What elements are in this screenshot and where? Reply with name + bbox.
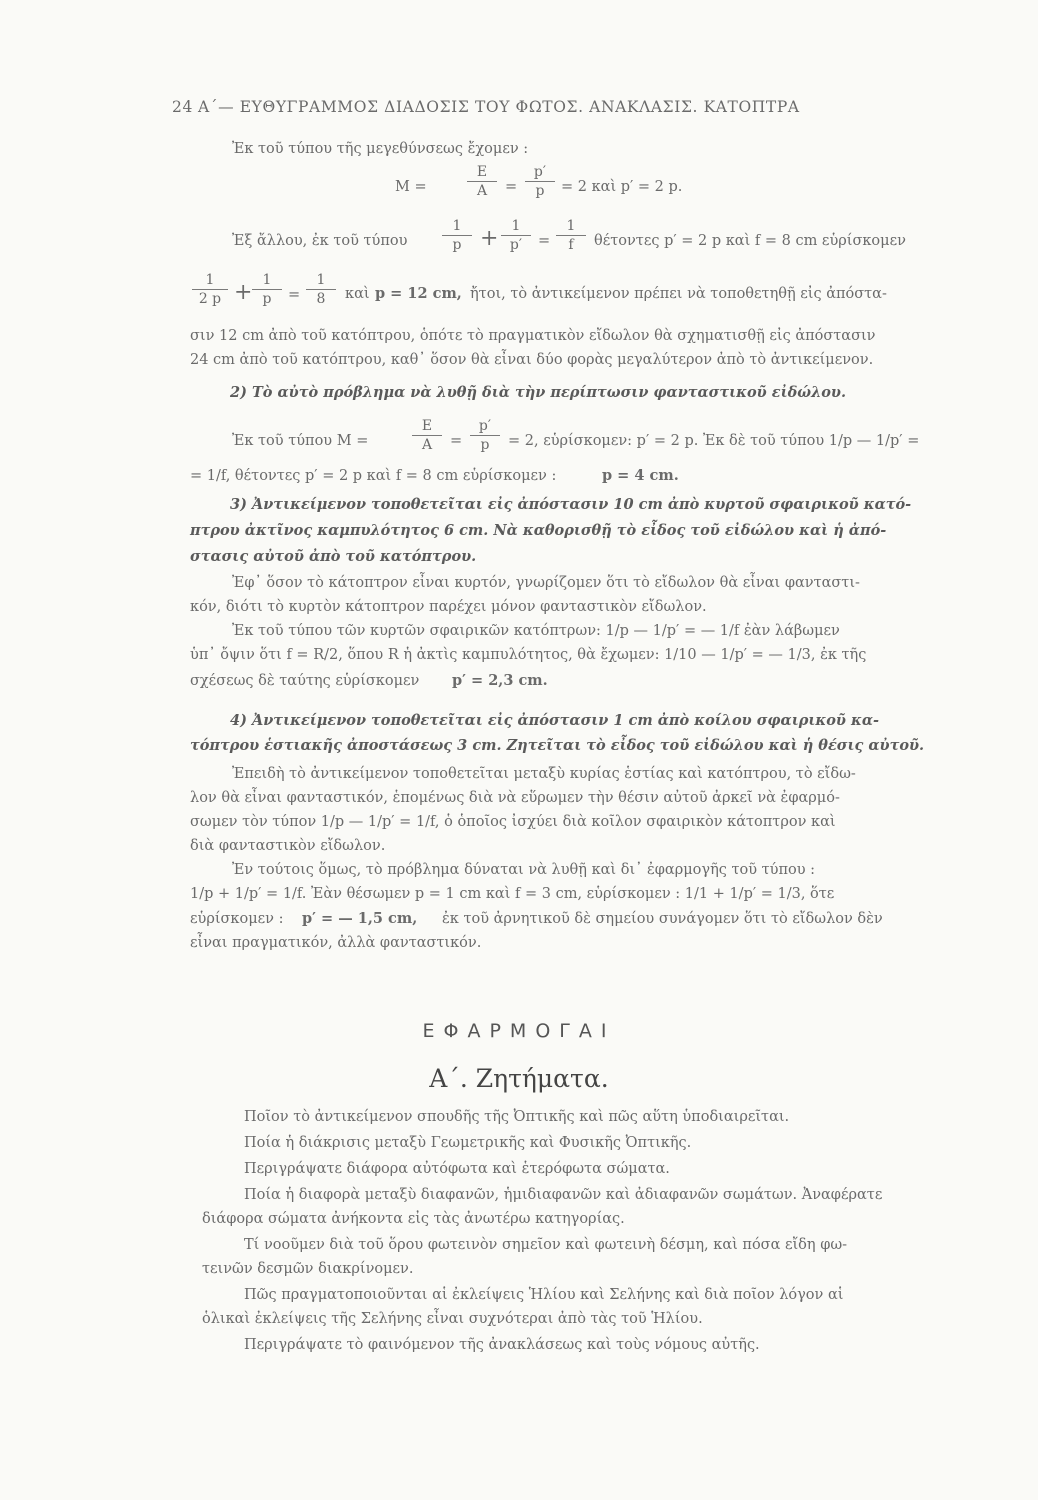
numerator: Ε <box>412 418 442 436</box>
numerator: 1 <box>306 272 336 290</box>
denominator: Α <box>476 183 488 199</box>
problem-heading: 4) Ἀντικείμενον τοποθετεῖται εἰς ἀπόστασιν 1 cm ἀπὸ κοίλου σφαιρικοῦ κα- <box>230 712 880 729</box>
equals-sign: = <box>505 179 518 195</box>
list-item: τεινῶν δεσμῶν διακρίνομεν. <box>202 1261 414 1277</box>
text-line: κόν, διότι τὸ κυρτὸν κάτοπτρον παρέχει μόνον φανταστικὸν εἴδωλον. <box>190 599 707 615</box>
running-title: Α΄— ΕΥΘΥΓΡΑΜΜΟΣ ΔΙΑΔΟΣΙΣ ΤΟΥ ΦΩΤΟΣ. ΑΝΑΚΛΑΣΙΣ. ΚΑΤΟΠΤΡΑ <box>198 98 800 116</box>
equals-sign: = <box>538 233 551 249</box>
text-line: Ἐφ᾽ ὅσον τὸ κάτοπτρον εἶναι κυρτόν, γνωρίζομεν ὅτι τὸ εἴδωλον θὰ εἶναι φανταστι- <box>232 575 860 591</box>
text-line: 1/p + 1/p′ = 1/f. Ἐὰν θέσωμεν p = 1 cm καὶ f = 3 cm, εὑρίσκομεν : 1/1 + 1/p′ = 1/3, ὅτε <box>190 886 835 902</box>
list-item: διάφορα σώματα ἀνήκοντα εἰς τὰς ἀνωτέρω κατηγορίας. <box>202 1211 625 1227</box>
section-subtitle: Α΄. Ζητήματα. <box>429 1064 609 1093</box>
text-line: ὑπ᾽ ὄψιν ὅτι f = R/2, ὅπου R ἡ ἀκτὶς καμπυλότητος, θὰ ἔχωμεν: 1/10 — 1/p′ = — 1/3, ἐκ τῆς <box>190 647 867 663</box>
list-item: Πῶς πραγματοποιοῦνται αἱ ἐκλείψεις Ἡλίου καὶ Σελήνης καὶ διὰ ποῖον λόγον αἱ <box>244 1287 844 1303</box>
result-value: p′ = 2,3 cm. <box>452 672 548 689</box>
result-value: p = 4 cm. <box>602 467 679 484</box>
section-title: ΕΦΑΡΜΟΓΑΙ <box>422 1020 616 1042</box>
text-line: εἶναι πραγματικόν, ἀλλὰ φανταστικόν. <box>190 935 482 951</box>
problem-heading: 2) Τὸ αὐτὸ πρόβλημα νὰ λυθῇ διὰ τὴν περίπτωσιν φανταστικοῦ εἰδώλου. <box>230 384 847 401</box>
denominator: p <box>535 183 545 199</box>
fraction <box>525 164 555 200</box>
fraction <box>412 418 442 454</box>
text-line: = 2, εὑρίσκομεν: p′ = 2 p. Ἐκ δὲ τοῦ τύπου 1/p — 1/p′ = <box>508 433 920 449</box>
plus-sign: + <box>234 280 253 305</box>
text-span: καὶ <box>345 286 370 302</box>
denominator: 2 p <box>198 291 222 307</box>
problem-heading: πτρου ἀκτῖνος καμπυλότητος 6 cm. Νὰ καθορισθῇ τὸ εἶδος τοῦ εἰδώλου καὶ ἡ ἀπό- <box>190 522 887 539</box>
numerator: 1 <box>252 272 282 290</box>
text-line: Ἐκ τοῦ τύπου τῶν κυρτῶν σφαιρικῶν κατόπτρων: 1/p — 1/p′ = — 1/f ἐὰν λάβωμεν <box>232 623 840 639</box>
page-number: 24 <box>172 98 193 116</box>
denominator: p <box>262 291 272 307</box>
numerator: p′ <box>525 164 555 182</box>
text-line: σωμεν τὸν τύπον 1/p — 1/p′ = 1/f, ὁ ὁποῖος ἰσχύει διὰ κοῖλον σφαιρικὸν κάτοπτρον καὶ <box>190 814 836 830</box>
fraction <box>442 218 472 254</box>
numerator: p′ <box>470 418 500 436</box>
denominator: p <box>452 237 462 253</box>
list-item: Περιγράψατε διάφορα αὐτόφωτα καὶ ἑτερόφωτα σώματα. <box>244 1161 670 1177</box>
denominator: p <box>480 437 490 453</box>
denominator: 8 <box>316 291 326 307</box>
fraction <box>306 272 336 308</box>
numerator: 1 <box>501 218 531 236</box>
plus-sign: + <box>480 226 499 251</box>
problem-heading: 3) Ἀντικείμενον τοποθετεῖται εἰς ἀπόστασιν 10 cm ἀπὸ κυρτοῦ σφαιρικοῦ κατό- <box>230 496 912 513</box>
numerator: 1 <box>192 272 228 290</box>
denominator: f <box>568 237 574 253</box>
list-item: Περιγράψατε τὸ φαινόμενον τῆς ἀνακλάσεως καὶ τοὺς νόμους αὐτῆς. <box>244 1337 760 1353</box>
fraction <box>556 218 586 254</box>
text-line: Ἐξ ἄλλου, ἐκ τοῦ τύπου <box>232 233 408 249</box>
list-item: ὁλικαὶ ἐκλείψεις τῆς Σελήνης εἶναι συχνότεραι ἀπὸ τὰς τοῦ Ἡλίου. <box>202 1311 703 1327</box>
denominator: Α <box>421 437 433 453</box>
numerator: 1 <box>442 218 472 236</box>
text-line: Ἐκ τοῦ τύπου τῆς μεγεθύνσεως ἔχομεν : <box>232 141 529 157</box>
fraction <box>252 272 282 308</box>
denominator: p′ <box>509 237 523 253</box>
result-value: p = 12 cm, <box>375 285 462 302</box>
text-line: διὰ φανταστικὸν εἴδωλον. <box>190 838 386 854</box>
list-item: Ποία ἡ διαφορὰ μεταξὺ διαφανῶν, ἡμιδιαφανῶν καὶ ἀδιαφανῶν σωμάτων. Ἀναφέρατε <box>244 1187 883 1203</box>
text-line: = 1/f, θέτοντες p′ = 2 p καὶ f = 8 cm εὑρίσκομεν : <box>190 468 557 484</box>
text-line: Ἐπειδὴ τὸ ἀντικείμενον τοποθετεῖται μεταξὺ κυρίας ἑστίας καὶ κατόπτρου, τὸ εἴδω- <box>232 766 856 782</box>
numerator: Ε <box>467 164 497 182</box>
fraction <box>501 218 531 254</box>
fraction <box>467 164 497 200</box>
problem-heading: στασις αὐτοῦ ἀπὸ τοῦ κατόπτρου. <box>190 548 477 565</box>
fraction <box>470 418 500 454</box>
text-line: Ἐν τούτοις ὅμως, τὸ πρόβλημα δύναται νὰ λυθῇ καὶ δι᾽ ἐφαρμογῆς τοῦ τύπου : <box>232 862 816 878</box>
text-line: θέτοντες p′ = 2 p καὶ f = 8 cm εὑρίσκομεν <box>594 233 906 249</box>
result-value: p′ = — 1,5 cm, <box>302 910 418 927</box>
list-item: Ποία ἡ διάκρισις μεταξὺ Γεωμετρικῆς καὶ Φυσικῆς Ὀπτικῆς. <box>244 1135 692 1151</box>
equals-sign: = <box>288 287 301 303</box>
list-item: Τί νοοῦμεν διὰ τοῦ ὅρου φωτεινὸν σημεῖον καὶ φωτεινὴ δέσμη, καὶ πόσα εἴδη φω- <box>244 1237 848 1253</box>
text-line: 24 cm ἀπὸ τοῦ κατόπτρου, καθ᾽ ὅσον θὰ εἶναι δύο φορὰς μεγαλύτερον ἀπὸ τὸ ἀντικείμενον. <box>190 352 874 368</box>
problem-heading: τόπτρου ἑστιακῆς ἀποστάσεως 3 cm. Ζητεῖται τὸ εἶδος τοῦ εἰδώλου καὶ ἡ θέσις αὐτοῦ. <box>190 737 925 754</box>
text-line: λον θὰ εἶναι φανταστικόν, ἑπομένως διὰ νὰ εὕρωμεν τὴν θέσιν αὐτοῦ ἀρκεῖ νὰ ἐφαρμό- <box>190 790 840 806</box>
text-line: σιν 12 cm ἀπὸ τοῦ κατόπτρου, ὁπότε τὸ πραγματικὸν εἴδωλον θὰ σχηματισθῇ εἰς ἀπόστασιν <box>190 328 876 344</box>
text-span: ἐκ τοῦ ἀρνητικοῦ δὲ σημείου συνάγομεν ὅτι τὸ εἴδωλον δὲν <box>442 911 883 927</box>
text-line: σχέσεως δὲ ταύτης εὑρίσκομεν <box>190 673 420 689</box>
equation-label: Μ = <box>395 179 427 195</box>
equals-sign: = <box>450 433 463 449</box>
fraction <box>192 272 228 308</box>
text-line: Ἐκ τοῦ τύπου Μ = <box>232 433 369 449</box>
numerator: 1 <box>556 218 586 236</box>
text-span: εὑρίσκομεν : <box>190 911 284 927</box>
text-span: ἤτοι, τὸ ἀντικείμενον πρέπει νὰ τοποθετηθῇ εἰς ἀπόστα- <box>470 286 887 302</box>
equation-text: = 2 καὶ p′ = 2 p. <box>561 179 683 195</box>
list-item: Ποῖον τὸ ἀντικείμενον σπουδῆς τῆς Ὀπτικῆς καὶ πῶς αὕτη ὑποδιαιρεῖται. <box>244 1109 790 1125</box>
